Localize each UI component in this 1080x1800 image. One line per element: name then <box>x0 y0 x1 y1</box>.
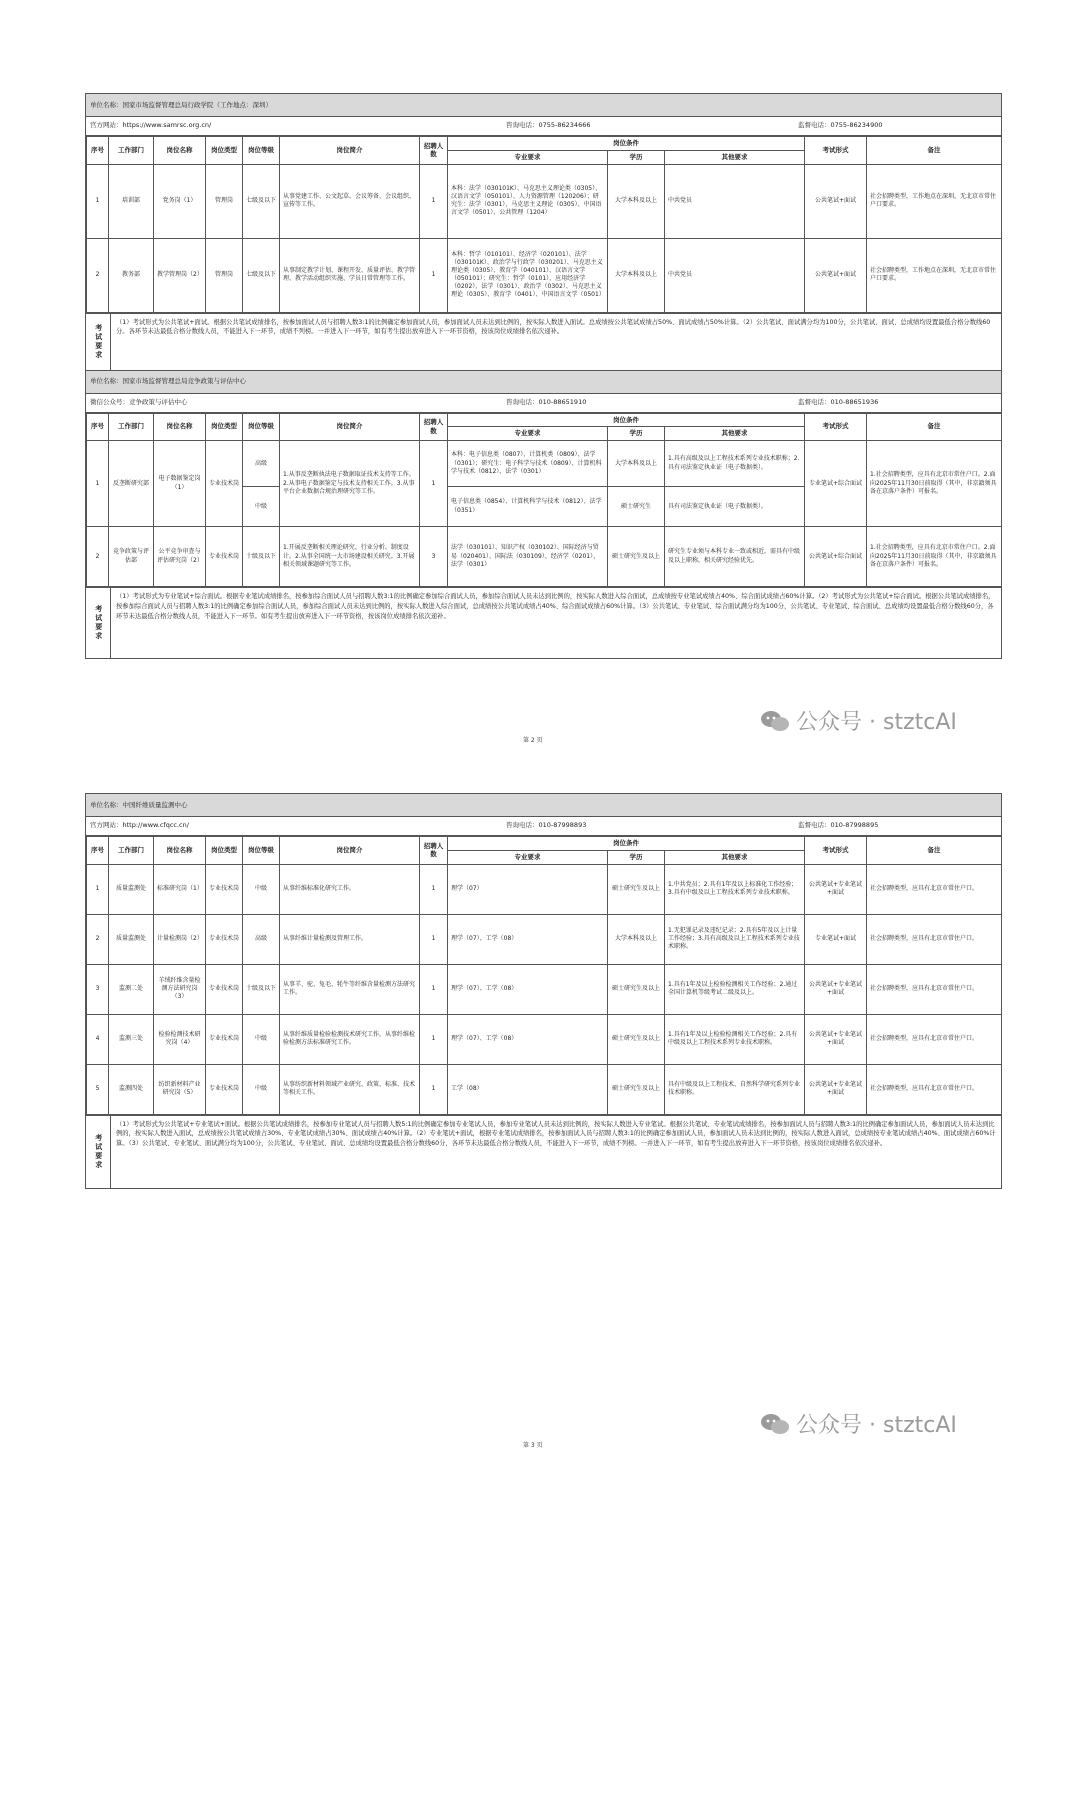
col-dept: 工作部门 <box>109 137 154 165</box>
phone: 咨询电话：010-87998893 <box>506 821 587 829</box>
table-row: 2 竞争政策与评估部 公平竞争审查与评估研究岗（2） 专业技术岗 十级及以下 1.开展反垄断相关理论研究、行业分析、制度设计。2.从事全国统一大市场建设相关研究。3.开展相关领域课题研究等工作。 3 法学（030101）、知识产权（030102）、国际经济与贸易（020401）、国际法（030109）、经济学（0201）、法学（0301） 硕士研究生及以上 研究生专业须与本科专业一致或相近，需具有中级及以上职称，相关研究经验优先。 公共笔试+综合面试 1.社会招聘类型，应具有北京市常住户口。2.面向2025年11月30日前取得（其中，非京籍须具备在京落户条件）可报名。 <box>87 527 1002 587</box>
contact-row <box>86 817 1001 836</box>
official-site: 官方网站：http://www.cfqcc.cn/ <box>90 821 189 829</box>
req-label: 考试要求 <box>86 314 111 370</box>
table-row: 4 监测三处 检验检测技术研究岗（4） 专业技术岗 中级 从事纤维质量检验检测技术研究工作，从事纤维检验检测方法标准研究工作。 1 理学（07）、工学（08） 硕士研究生及以上 1.具有1年及以上检验检测相关工作经验；2.具有中级及以上工程技术系列专业技术职称。 公共笔试+专业笔试+面试 社会招聘类型，应具有北京市常住户口。 <box>87 1014 1002 1064</box>
table-row: 2 质量监测处 计量检测岗（2） 专业技术岗 高级 从事纤维计量检测及管理工作。 1 理学（07）、工学（08） 大学本科及以上 1.无犯罪记录及违纪记录；2.具有5年及以上计量工作经验；3.具有高级及以上工程技术系列专业技术职称。 专业笔试+面试 社会招聘类型，应具有北京市常住户口。 <box>87 914 1002 964</box>
col-note: 备注 <box>867 137 1002 165</box>
job-table: 序号 工作部门 岗位名称 岗位类型 岗位等级 岗位简介 招聘人数 岗位条件 考试形式 备注 专业要求 学历 其他要求 1 反垄断研究部 电子数据鉴定岗（1） 专业技术岗 高级 1.从事反垄断执法电子数据取证技术支持等工作。2.从事电子数据鉴定与技术支持相关工作。3.从事平台企业数据合规治理研究等工作。 1 本科：电子信息类（0807）、计算机类（0809）、法学（0301）；研究生：电子科学与技术（0809）、计算机科学与技术（0812）、法学（0301） 大学本科及以上 1.具有高级及以上工程技术系列专业技术职称；2.具有司法鉴定执业证（电子数据类）。 专业笔试+综合面试 1.社会招聘类型，应具有北京市常住户口。2.面向2025年11月30日前取得（其中，非京籍须具备在京落户条件）可报名。 中级 电子信息类（0854）、计算机科学与技术（0812）、法学（0351） 硕士研究生 具有司法鉴定执业证（电子数据类）。 2 竞争政策与评估部 公平竞争审查与评估研究岗（2） 专业技术岗 十级及以下 1.开展反垄断相关理论研究、行业分析、制度设计。2.从事全国统一大市场建设相关研究。3.开展相关领域课题研究等工作。 3 法学（030101）、知识产权（030102）、国际经济与贸易（020401）、国际法（030109）、经济学（0201）、法学（0301） 硕士研究生及以上 研究生专业须与本科专业一致或相近，需具有中级及以上职称，相关研究经验优先。 公共笔试+综合面试 1.社会招聘类型，应具有北京市常住户口。2.面向2025年11月30日前取得（其中，非京籍须具备在京落户条件）可报名。 <box>86 413 1002 588</box>
table-row: 3 监测二处 羊绒纤维含量检测方法研究岗（3） 专业技术岗 十级及以下 从事羊、驼、兔毛、牦牛等纤维含量检测方法研究工作。 1 理学（07）、工学（08） 硕士研究生及以上 1.具有1年及以上检验检测相关工作经验；2.通过全国计算机等级考试二级及以上。 公共笔试+专业笔试+面试 社会招聘类型，应具有北京市常住户口。 <box>87 964 1002 1014</box>
table-row: 1 培训部 党务岗（1） 管理岗 七级及以下 从事党建工作、公文起草、会议筹备、会议组织、宣传等工作。 1 本科：法学（030101K）、马克思主义理论类（0305）、汉语言文学（050101）、人力资源管理（120206）；研究生：法学（0301）、马克思主义理论（0305）、中国语言文学（0501）、公共管理（1204） 大学本科及以上 中共党员 公共笔试+面试 社会招聘类型，工作地点在深圳，无北京市常住户口要求。 <box>87 164 1002 238</box>
col-exam: 考试形式 <box>805 137 867 165</box>
page-number: 第 2 页 <box>523 737 543 744</box>
col-count: 招聘人数 <box>420 137 448 165</box>
phone: 咨询电话：0755-86234666 <box>506 121 591 129</box>
table-row: 1 反垄断研究部 电子数据鉴定岗（1） 专业技术岗 高级 1.从事反垄断执法电子数据取证技术支持等工作。2.从事电子数据鉴定与技术支持相关工作。3.从事平台企业数据合规治理研究等工作。 1 本科：电子信息类（0807）、计算机类（0809）、法学（0301）；研究生：电子科学与技术（0809）、计算机科学与技术（0812）、法学（0301） 大学本科及以上 1.具有高级及以上工程技术系列专业技术职称；2.具有司法鉴定执业证（电子数据类）。 专业笔试+综合面试 1.社会招聘类型，应具有北京市常住户口。2.面向2025年11月30日前取得（其中，非京籍须具备在京落户条件）可报名。 <box>87 441 1002 487</box>
contact-row <box>86 117 1001 136</box>
col-cond: 岗位条件 <box>448 137 805 151</box>
col-pos: 岗位名称 <box>154 137 206 165</box>
wechat-icon <box>760 1412 790 1436</box>
wechat-icon <box>760 709 790 733</box>
col-level: 岗位等级 <box>243 137 280 165</box>
unit-name: 单位名称：国家市场监督管理总局竞争政策与评估中心 <box>86 370 1001 394</box>
supervise-phone: 监督电话：010-88651936 <box>798 397 879 406</box>
exam-requirements: 考试要求 （1）考试形式为专业笔试+综合面试。根据专业笔试成绩排名，按参加综合面试人员与招聘人数3:1的比例确定参加综合面试人员，参加综合面试人员未达到比例的，按实际人数进入综合面试，总成绩按专业笔试成绩占40%、综合面试成绩占60%计算。（2）考试形式为公共笔试+综合面试。根据公共笔试成绩排名，按参加综合面试人员与招聘人数3:1的比例确定参加综合面试人员，参加综合面试人员未达到比例的，按实际人数进入综合面试，总成绩按公共笔试成绩占40%、综合面试成绩占60%计算。（3）公共笔试、专业笔试、综合面试满分均为100分，公共笔试、专业笔试、综合面试、总成绩均设置最低合格分数线60分，各环节未达最低合格分数线人员，不能进入下一环节。如有考生提出放弃进入下一环节资格，按该岗位成绩排名依次递补。 <box>86 587 1001 658</box>
table-row: 5 监测四处 纺织新材料产业研究岗（5） 专业技术岗 中级 从事纺织新材料领域产业研究、政策、标准、技术等相关工作。 1 工学（08） 硕士研究生及以上 具有中级及以上工程技术、自然科学研究系列专业技术职称。 公共笔试+专业笔试+面试 社会招聘类型，应具有北京市常住户口。 <box>87 1064 1002 1114</box>
col-major: 专业要求 <box>448 150 608 164</box>
official-site: 官方网站：https://www.samrsc.org.cn/ <box>90 121 212 129</box>
phone: 咨询电话：010-88651910 <box>506 397 587 406</box>
col-seq: 序号 <box>87 137 109 165</box>
job-table <box>86 136 1002 313</box>
table-row: 2 教务部 教学管理岗（2） 管理岗 七级及以下 从事制定教学计划、课程开发、质量评估、教学管理、教学活动组织实施、学员日常管理等工作。 1 本科：哲学（010101）、经济学（020101）、法学（030101K）、政治学与行政学（030201）、马克思主义理论类（0305）、教育学（040101）、汉语言文学（050101）；研究生：哲学（0101）、应用经济学（0202）、法学（0301）、政治学（0302）、马克思主义理论（0305）、教育学（0401）、中国语言文学（0501） 大学本科及以上 中共党员 公共笔试+面试 社会招聘类型，工作地点在深圳，无北京市常住户口要求。 <box>87 238 1002 312</box>
watermark: 公众号 · stztcAI <box>760 705 957 736</box>
col-ptype: 岗位类型 <box>206 137 243 165</box>
page-number: 第 3 页 <box>523 1442 543 1449</box>
table-row: 1 质量监测处 标准研究岗（1） 专业技术岗 中级 从事纤维标准化研究工作。 1 理学（07） 硕士研究生及以上 1.中共党员；2.具有1年及以上标准化工作经验；3.具有中级及以上工程技术系列专业技术职称。 公共笔试+专业笔试+面试 社会招聘类型，应具有北京市常住户口。 <box>87 864 1002 914</box>
job-table: 序号 工作部门 岗位名称 岗位类型 岗位等级 岗位简介 招聘人数 岗位条件 考试形式 备注 专业要求 学历 其他要求 1 质量监测处 标准研究岗（1） 专业技术岗 中级 从事纤维标准化研究工作。 1 理学（07） 硕士研究生及以上 1.中共党员；2.具有1年及以上标准化工作经验；3.具有中级及以上工程技术系列专业技术职称。 公共笔试+专业笔试+面试 社会招聘类型，应具有北京市常住户口。 2 质量监测处 计量检测岗（2） 专业技术岗 高级 从事纤维计量检测及管理工作。 1 理学（07）、工学（08） 大学本科及以上 1.无犯罪记录及违纪记录；2.具有5年及以上计量工作经验；3.具有高级及以上工程技术系列专业技术职称。 专业笔试+面试 社会招聘类型，应具有北京市常住户口。 3 监测二处 羊绒纤维含量检测方法研究岗（3） 专业技术岗 十级及以下 从事羊、驼、兔毛、牦牛等纤维含量检测方法研究工作。 1 理学（07）、工学（08） 硕士研究生及以上 1.具有1年及以上检验检测相关工作经验；2.通过全国计算机等级考试二级及以上。 公共笔试+专业笔试+面试 社会招聘类型，应具有北京市常住户口。 4 监测三处 检验检测技术研究岗（4） 专业技术岗 中级 从事纤维质量检验检测技术研究工作，从事纤维检验检测方法标准研究工作。 1 理学（07）、工学（08） 硕士研究生及以上 1.具有1年及以上检验检测相关工作经验；2.具有中级及以上工程技术系列专业技术职称。 公共笔试+专业笔试+面试 社会招聘类型，应具有北京市常住户口。 5 监测四处 纺织新材料产业研究岗（5） 专业技术岗 中级 从事纺织新材料领域产业研究、政策、标准、技术等相关工作。 1 工学（08） 硕士研究生及以上 具有中级及以上工程技术、自然科学研究系列专业技术职称。 公共笔试+专业笔试+面试 社会招聘类型，应具有北京市常住户口。 <box>86 836 1002 1115</box>
col-edu: 学历 <box>608 150 665 164</box>
supervise-phone: 监督电话：0755-86234900 <box>798 121 883 129</box>
unit-name: 单位名称：国家市场监督管理总局行政学院（工作地点：深圳） <box>86 94 1001 117</box>
contact-row <box>86 394 1001 413</box>
exam-requirements <box>86 313 1001 370</box>
supervise-phone: 监督电话：010-87998895 <box>798 821 879 829</box>
table-row: 中级 电子信息类（0854）、计算机科学与技术（0812）、法学（0351） 硕士研究生 具有司法鉴定执业证（电子数据类）。 <box>87 487 1002 527</box>
col-intro: 岗位简介 <box>280 137 420 165</box>
col-other: 其他要求 <box>665 150 805 164</box>
req-text: （1）考试形式为公共笔试+面试。根据公共笔试成绩排名，按参加面试人员与招聘人数3:1的比例确定参加面试人员，参加面试人员未达到比例的，按实际人数进入面试。总成绩按公共笔试成绩占50%、面试成绩占50%计算。（2）公共笔试、面试满分均为100分，公共笔试、面试、总成绩均设置最低合格分数线60分。各环节未达最低合格分数线人员，不能进入下一环节，成绩不列榜。一并进入下一环节，如有考生提出放弃进入下一环节资格，按该岗位成绩排名依次递补。 <box>116 318 991 336</box>
watermark: 公众号 · stztcAI <box>760 1408 957 1439</box>
exam-requirements: 考试要求 （1）考试形式为公共笔试+专业笔试+面试。根据公共笔试成绩排名，按参加专业笔试人员与招聘人数5:1的比例确定参加专业笔试人员，参加专业笔试人员未达到比例的，按实际人数进入专业笔试。根据公共笔试、专业笔试成绩排名，按参加面试人员与招聘人数3:1的比例确定参加面试人员，参加面试人员未达到比例的，按实际人数进入面试，总成绩按公共笔试成绩占30%、专业笔试成绩占30%、面试成绩占40%计算。（2）专业笔试+面试，根据专业笔试成绩排名，按参加面试人员与招聘人数3:1的比例确定参加面试人员，参加面试人员未达到比例的，按实际人数进入面试，总成绩按专业笔试成绩占40%、面试成绩占60%计算。（3）公共笔试、专业笔试、面试满分均为100分，公共笔试、专业笔试、面试、总成绩均设置最低合格分数线60分，各环节未达最低合格分数线人员，不能进入下一环节，成绩不列榜。一并进入下一环节，如有考生提出放弃进入下一环节资格，按该岗位成绩排名依次递补。 <box>86 1115 1001 1188</box>
unit-name: 单位名称：中国纤维质量监测中心 <box>86 794 1001 817</box>
job-table-section-1 <box>85 93 1002 659</box>
wechat-account: 微信公众号：竞争政策与评估中心 <box>90 397 188 406</box>
job-table-section-3 <box>85 793 1002 1189</box>
